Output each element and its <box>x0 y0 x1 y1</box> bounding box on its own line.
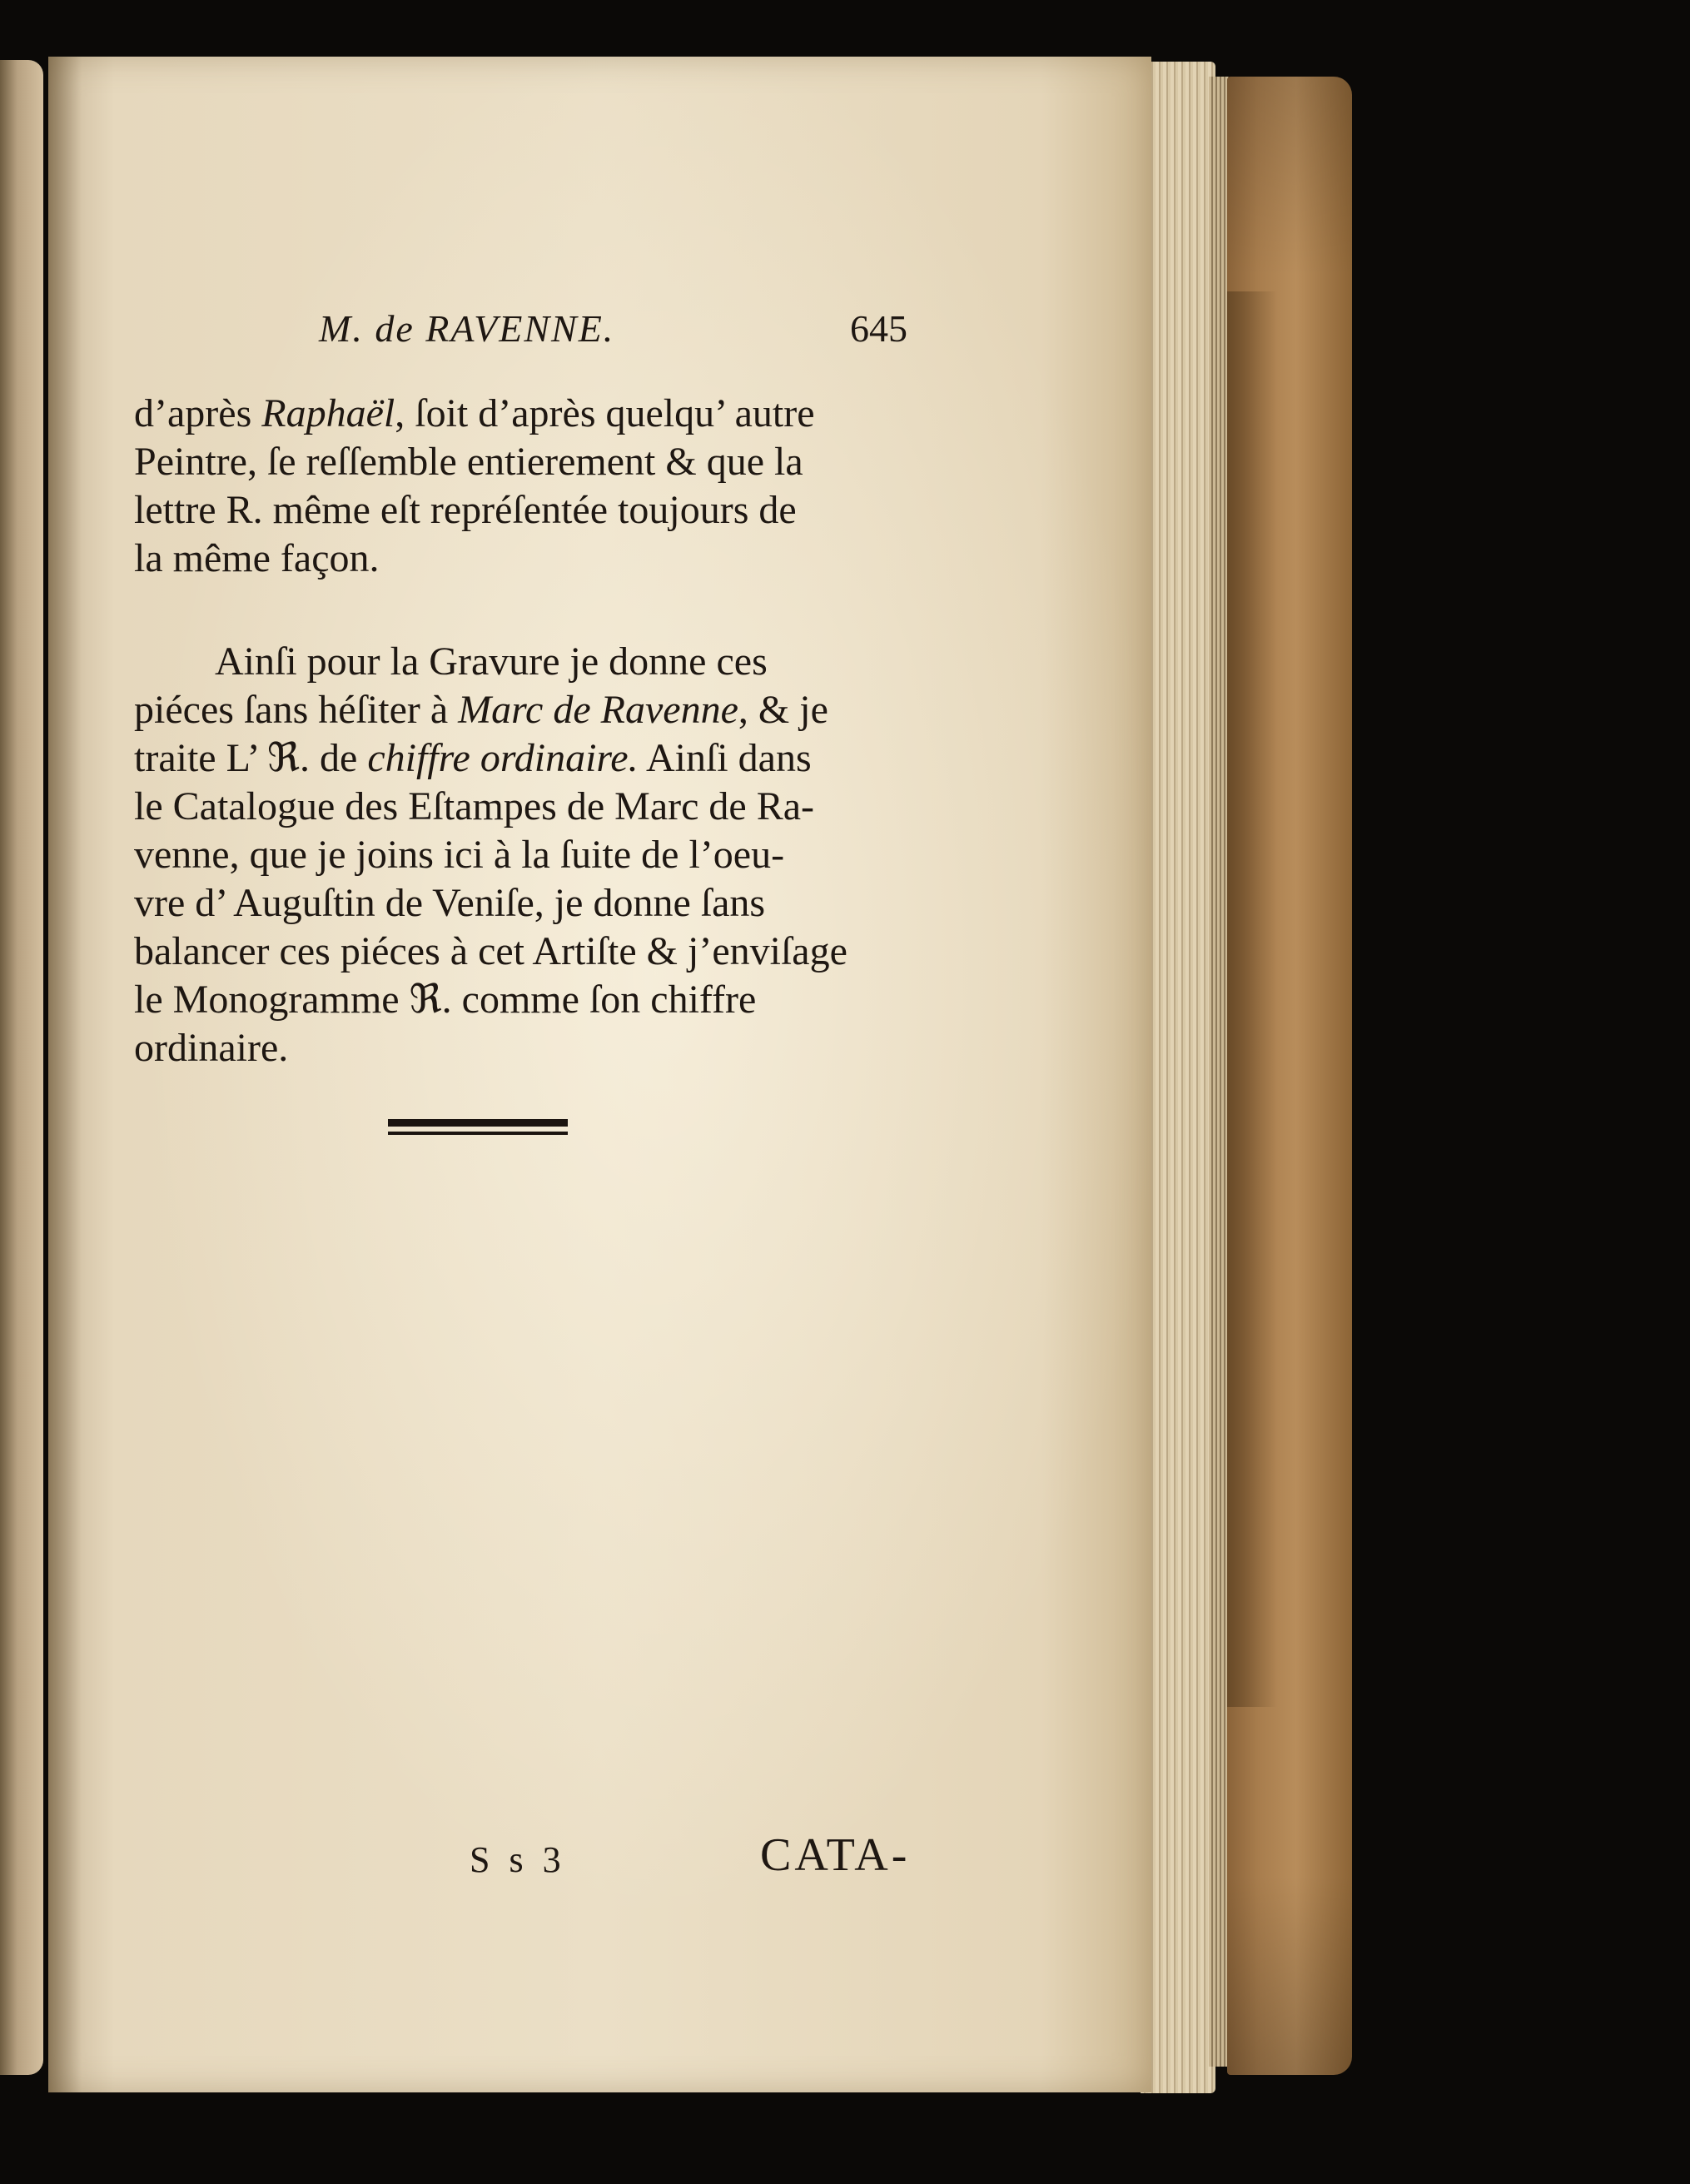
running-head: M. de RAVENNE. <box>319 307 615 350</box>
page-edges-inner <box>1209 77 1229 2067</box>
text-run: Ainſi dans <box>638 736 812 780</box>
text-line: le Catalogue des Eſtampes de Marc de Ra- <box>134 784 815 828</box>
text-line <box>134 734 908 783</box>
text-run: piéces ſans héſiter à <box>134 688 459 732</box>
signature-mark: S s 3 <box>470 1839 566 1880</box>
show-through <box>98 1505 847 1838</box>
paragraph-1 <box>134 390 908 583</box>
text-run-italic: Marc de Ravenne <box>458 688 738 732</box>
text-line: balancer ces piéces à cet Artiſte & j’enviſage <box>134 929 847 973</box>
catchword: CATA- <box>760 1829 911 1881</box>
text-line <box>134 686 908 734</box>
text-line: la même façon. <box>134 536 380 580</box>
text-line: venne, que je joins ici à la ſuite de l’oeu- <box>134 833 785 877</box>
text-line: le Monogramme ℜ. comme ſon chiffre <box>134 978 757 1022</box>
text-run-italic: Raphaël <box>261 391 395 435</box>
text-line: Peintre, ſe reſſemble entierement & que la <box>134 440 803 484</box>
text-line: ordinaire. <box>134 1026 289 1070</box>
ornament-rule-thin <box>388 1132 568 1135</box>
text-run: d’après <box>134 391 262 435</box>
text-line <box>134 390 908 438</box>
ornament-rule <box>388 1119 568 1127</box>
text-line: Ainſi pour la Gravure je donne ces <box>215 639 768 684</box>
gutter-shadow <box>48 57 82 2092</box>
text-line: lettre R. même eſt repréſentée toujours de <box>134 488 797 532</box>
previous-page-edge <box>0 60 43 2075</box>
text-run: , ſoit d’après quelqu’ autre <box>395 391 815 435</box>
text-run: , & je <box>738 688 828 732</box>
page-edges <box>1141 62 1215 2093</box>
text-line: vre d’ Auguſtin de Veniſe, je donne ſans <box>134 881 766 925</box>
book-page <box>48 57 1151 2092</box>
text-run: traite L’ ℜ. de <box>134 736 368 780</box>
page-number: 645 <box>850 307 907 350</box>
paragraph-2 <box>134 638 908 1072</box>
text-run-italic: chiffre ordinaire. <box>367 736 639 780</box>
book-cover-shadow <box>1227 291 1277 1707</box>
